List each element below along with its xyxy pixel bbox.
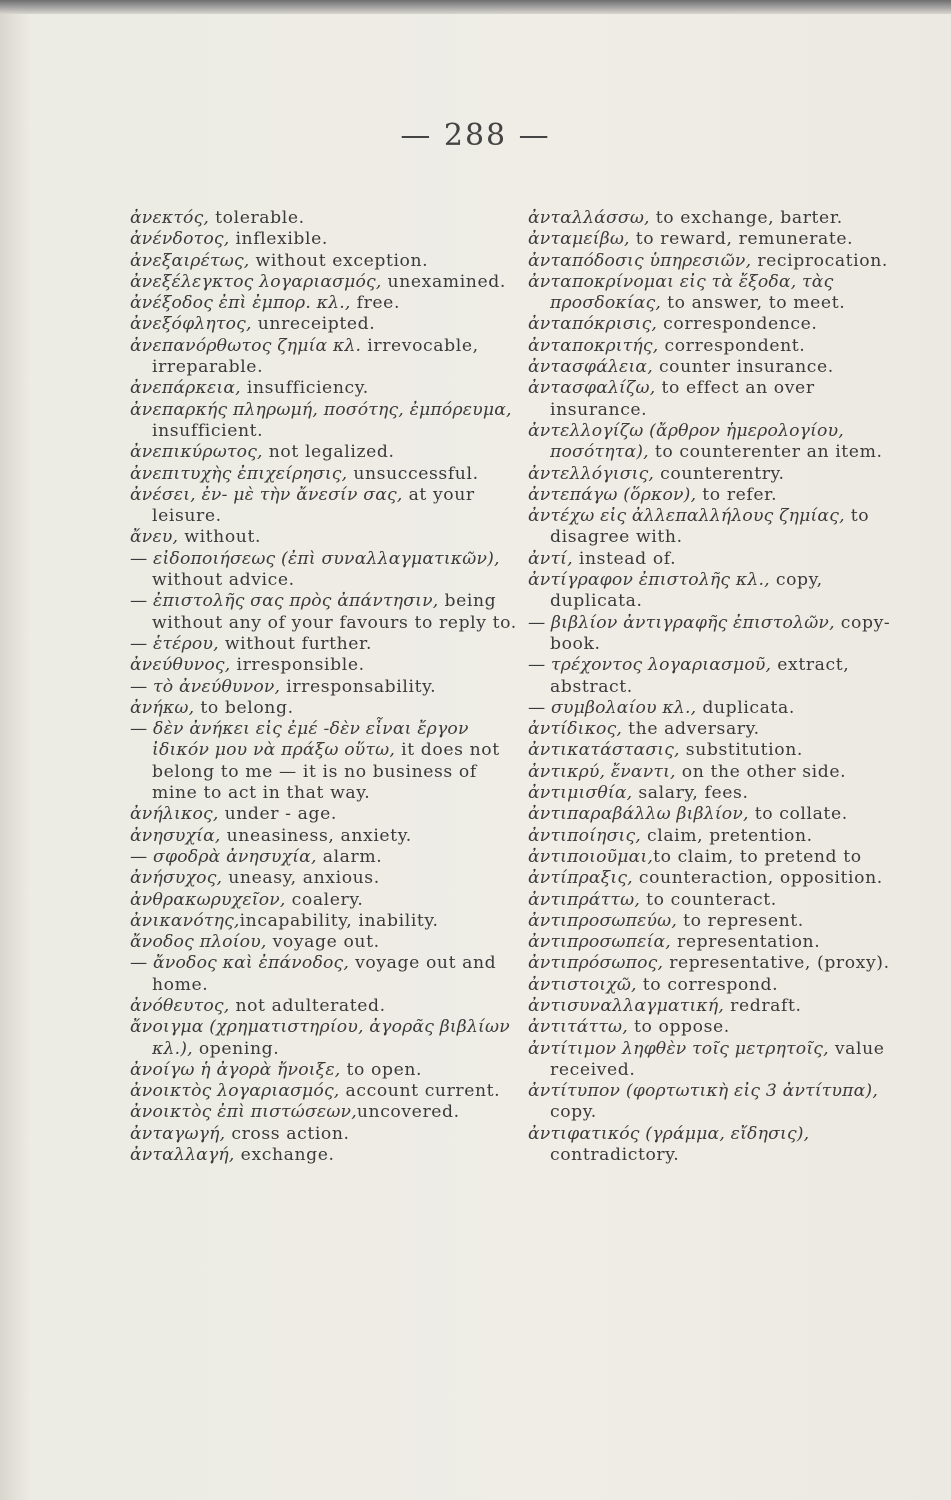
dictionary-entry: [130, 336, 520, 379]
greek-term: ἀντίγραφον ἐπιστολῆς κλ.,: [528, 570, 770, 591]
english-translation: to correspond.: [636, 974, 779, 995]
greek-term: — ἄνοδος καὶ ἐπάνοδος,: [130, 953, 350, 974]
greek-term: ἀντασφαλίζω,: [528, 378, 656, 399]
english-translation: representative, (proxy).: [663, 953, 890, 974]
greek-term: ἀντιπράττω,: [528, 889, 641, 910]
english-translation: unexamined.: [381, 271, 506, 292]
greek-term: ἀνταποκριτής,: [528, 335, 659, 356]
english-translation: insufficient.: [152, 420, 264, 441]
greek-term: ἀνέσει, ἐν- μὲ τὴν ἄνεσίν σας,: [130, 484, 403, 505]
dictionary-entry: [130, 698, 520, 719]
english-translation: copy.: [550, 1102, 597, 1123]
dictionary-entry: [528, 1081, 896, 1124]
greek-term: ἀνήλικος,: [130, 804, 219, 825]
english-translation: to represent.: [677, 910, 804, 931]
greek-term: ἀνήσυχος,: [130, 868, 223, 889]
english-translation: inflexible.: [229, 229, 328, 250]
greek-term: ἀνεκτός,: [130, 208, 210, 228]
dictionary-entry: [528, 762, 896, 783]
greek-term: ἀντιστοιχῶ,: [528, 974, 637, 995]
dictionary-entry: [130, 378, 520, 399]
english-translation: to counterenter an item.: [648, 442, 883, 463]
greek-term: ἄνοδος πλοίου,: [130, 932, 267, 953]
english-translation: being without any of your favours to reply to.: [152, 591, 517, 633]
dictionary-entry: [528, 229, 896, 250]
english-translation: irresponsability.: [280, 676, 437, 697]
dictionary-entry: [130, 442, 520, 463]
dictionary-entry: [130, 677, 520, 698]
greek-term: ἄνευ,: [130, 527, 179, 548]
dictionary-entry: [528, 847, 896, 868]
english-translation: voyage out.: [266, 932, 380, 953]
english-translation: value received.: [550, 1038, 885, 1080]
dictionary-entry: [528, 996, 896, 1017]
dictionary-entry: [528, 911, 896, 932]
greek-term: — βιβλίον ἀντιγραφῆς ἐπιστολῶν,: [528, 612, 835, 633]
greek-term: ἀνεπάρκεια,: [130, 378, 241, 399]
english-translation: uneasy, anxious.: [222, 868, 380, 889]
greek-term: ἀνεπιτυχὴς ἐπιχείρησις,: [130, 463, 348, 484]
greek-term: — συμβολαίου κλ.,: [528, 697, 697, 718]
greek-term: ἀνεξαιρέτως,: [130, 250, 250, 271]
greek-term: — τὸ ἀνεύθυνον,: [130, 676, 281, 697]
english-translation: coalery.: [285, 889, 364, 910]
dictionary-entry: [130, 272, 520, 293]
dictionary-entry: [528, 1124, 896, 1167]
greek-term: — εἰδοποιήσεως (ἐπὶ συναλλαγματικῶν),: [130, 548, 500, 569]
dictionary-entry: [130, 868, 520, 889]
dictionary-entry: [528, 272, 896, 315]
english-translation: redraft.: [724, 995, 802, 1016]
english-translation: to open.: [340, 1059, 423, 1080]
dictionary-entry: [528, 485, 896, 506]
english-translation: free.: [350, 293, 401, 314]
english-translation: tolerable.: [209, 208, 305, 228]
dictionary-entry: [528, 549, 896, 570]
greek-term: ἀνικανότης,: [130, 910, 240, 931]
greek-term: — σφοδρὰ ἀνησυχία,: [130, 846, 317, 867]
dictionary-entry: [528, 804, 896, 825]
greek-term: ἀντιμισθία,: [528, 783, 633, 804]
dictionary-entry: [528, 421, 896, 464]
dictionary-entry: [130, 549, 520, 592]
dictionary-entry: [130, 208, 520, 229]
english-translation: to refer.: [696, 484, 778, 505]
dictionary-entry: [528, 740, 896, 761]
english-translation: correspondence.: [657, 314, 818, 335]
dictionary-entry: [130, 953, 520, 996]
greek-term: ἀντιποιοῦμαι,: [528, 846, 654, 867]
english-translation: copy-book.: [550, 612, 891, 654]
page-top-edge: [0, 0, 951, 14]
english-translation: incapability, inability.: [239, 910, 439, 931]
english-translation: uneasiness, anxiety.: [220, 825, 412, 846]
left-column: [130, 208, 520, 1166]
right-column: [528, 208, 896, 1166]
greek-term: ἀντικρύ, ἔναντι,: [528, 761, 676, 782]
english-translation: instead of.: [572, 548, 677, 569]
greek-term: ἀντελλογίζω (ἄρθρον ἡμερολογίου, ποσότητα),: [528, 420, 844, 463]
greek-term: ἀντέχω εἰς ἀλλεπαλλήλους ζημίας,: [528, 506, 845, 527]
english-translation: contradictory.: [550, 1145, 680, 1166]
greek-term: ἄνοιγμα (χρηματιστηρίου, ἀγορᾶς βιβλίων κλ.),: [130, 1017, 510, 1059]
english-translation: copy, duplicata.: [550, 570, 823, 612]
greek-term: ἀνόθευτος,: [130, 995, 230, 1016]
greek-term: ἀνοικτὸς λογαριασμός,: [130, 1081, 340, 1102]
english-translation: voyage out and home.: [152, 953, 497, 995]
english-translation: counter insurance.: [652, 357, 834, 378]
dictionary-entry: [130, 1017, 520, 1060]
english-translation: to collate.: [748, 804, 848, 825]
english-translation: opening.: [192, 1038, 280, 1059]
dictionary-entry: [528, 336, 896, 357]
greek-term: ἀντικατάστασις,: [528, 740, 680, 761]
english-translation: extract, abstract.: [550, 655, 850, 697]
greek-term: ἀντισυναλλαγματική,: [528, 995, 725, 1016]
english-translation: salary, fees.: [632, 783, 749, 804]
page-number: — 288 —: [400, 118, 551, 153]
english-translation: duplicata.: [696, 697, 795, 718]
english-translation: to counteract.: [640, 889, 777, 910]
dictionary-entry: [130, 293, 520, 314]
dictionary-entry: [528, 932, 896, 953]
greek-term: ἀντίπραξις,: [528, 868, 633, 889]
dictionary-entry: [130, 485, 520, 528]
dictionary-entry: [528, 1039, 896, 1082]
dictionary-entry: [528, 975, 896, 996]
greek-term: ἀντιποίησις,: [528, 825, 641, 846]
greek-term: ἀντιπρόσωπος,: [528, 953, 664, 974]
greek-term: ἀνθρακωρυχεῖον,: [130, 889, 286, 910]
english-translation: without further.: [218, 633, 373, 654]
dictionary-entry: [528, 208, 896, 229]
dictionary-entry: [528, 357, 896, 378]
dictionary-entry: [130, 1102, 520, 1123]
english-translation: it does not belong to me — it is no business of mine to act in that way.: [152, 740, 500, 804]
dictionary-entry: [130, 996, 520, 1017]
greek-term: ἀνεπικύρωτος,: [130, 442, 263, 463]
english-translation: insufficiency.: [240, 378, 369, 399]
greek-term: ἀντίτιμον ληφθὲν τοῖς μετρητοῖς,: [528, 1038, 829, 1059]
english-translation: correspondent.: [658, 335, 806, 356]
dictionary-entry: [130, 591, 520, 634]
dictionary-entry: [130, 911, 520, 932]
english-translation: to belong.: [194, 697, 294, 718]
dictionary-entry: [528, 953, 896, 974]
greek-term: ἀνταλλάσσω,: [528, 208, 650, 228]
greek-term: ἀντιπαραβάλλω βιβλίον,: [528, 804, 749, 825]
english-translation: to effect an over insurance.: [550, 378, 815, 420]
greek-term: ἀντιτάττω,: [528, 1017, 628, 1038]
dictionary-entry: [528, 826, 896, 847]
dictionary-entry: [528, 655, 896, 698]
greek-term: ἀνεξόφλητος,: [130, 314, 252, 335]
greek-term: ἀνταποκρίνομαι εἰς τὰ ἔξοδα, τὰς προσδοκίας,: [528, 271, 834, 314]
dictionary-entry: [130, 1124, 520, 1145]
dictionary-entry: [528, 613, 896, 656]
english-translation: to oppose.: [627, 1017, 730, 1038]
dictionary-entry: [528, 783, 896, 804]
dictionary-entry: [130, 804, 520, 825]
english-translation: alarm.: [316, 846, 383, 867]
greek-term: ἀντασφάλεια,: [528, 357, 653, 378]
dictionary-entry: [130, 251, 520, 272]
english-translation: without exception.: [249, 250, 429, 271]
greek-term: ἀνταπόδοσις ὑπηρεσιῶν,: [528, 250, 752, 271]
english-translation: irrevocable, irreparable.: [152, 335, 479, 378]
english-translation: not adulterated.: [229, 995, 386, 1016]
greek-term: ἀντιπροσωπεία,: [528, 932, 671, 953]
english-translation: counteraction, opposition.: [632, 868, 883, 889]
english-translation: to exchange, barter.: [649, 208, 843, 228]
greek-term: ἀνοίγω ἡ ἀγορὰ ἤνοιξε,: [130, 1059, 341, 1080]
english-translation: reciprocation.: [751, 250, 888, 271]
dictionary-entry: [130, 634, 520, 655]
english-translation: irresponsible.: [230, 655, 365, 676]
greek-term: — ἑτέρου,: [130, 633, 219, 654]
dictionary-entry: [528, 698, 896, 719]
dictionary-entry: [130, 932, 520, 953]
greek-term: ἀντιφατικός (γράμμα, εἴδησις),: [528, 1123, 810, 1144]
greek-term: ἀνοικτὸς ἐπὶ πιστώσεων,: [130, 1102, 357, 1123]
dictionary-entry: [130, 1060, 520, 1081]
dictionary-entry: [528, 1017, 896, 1038]
dictionary-entry: [130, 655, 520, 676]
english-translation: the adversary.: [622, 719, 760, 740]
dictionary-entry: [130, 719, 520, 804]
english-translation: counterentry.: [654, 463, 785, 484]
greek-term: ἀνεξέλεγκτος λογαριασμός,: [130, 271, 382, 292]
dictionary-entry: [130, 527, 520, 548]
greek-term: ἀνέξοδος ἐπὶ ἐμπορ. κλ.,: [130, 293, 351, 314]
greek-term: ἀντίτυπον (φορτωτικὴ εἰς 3 ἀντίτυπα),: [528, 1081, 878, 1102]
english-translation: not legalized.: [262, 442, 395, 463]
dictionary-entry: [130, 314, 520, 335]
greek-term: — δὲν ἀνήκει εἰς ἐμέ -δὲν εἶναι ἔργον ἰδικόν μου νὰ πράξω οὕτω,: [130, 719, 469, 761]
english-translation: to claim, to pretend to: [653, 846, 862, 867]
greek-term: ἀντελλόγισις,: [528, 463, 655, 484]
dictionary-entry: [130, 229, 520, 250]
greek-term: ἀνεπαρκής πληρωμή, ποσότης, ἐμπόρευμα,: [130, 399, 512, 420]
dictionary-entry: [130, 1081, 520, 1102]
dictionary-entry: [528, 570, 896, 613]
english-translation: claim, pretention.: [640, 825, 813, 846]
dictionary-entry: [528, 378, 896, 421]
dictionary-entry: [130, 1145, 520, 1166]
english-translation: to reward, remunerate.: [629, 229, 854, 250]
english-translation: representation.: [670, 932, 821, 953]
english-translation: to disagree with.: [550, 506, 870, 548]
dictionary-entry: [528, 506, 896, 549]
greek-term: ἀνένδοτος,: [130, 229, 230, 250]
english-translation: account current.: [339, 1081, 501, 1102]
dictionary-entry: [528, 868, 896, 889]
dictionary-entry: [130, 464, 520, 485]
greek-term: ἀνεύθυνος,: [130, 655, 231, 676]
greek-term: ἀνταπόκρισις,: [528, 314, 658, 335]
greek-term: ἀντίδικος,: [528, 719, 623, 740]
greek-term: ἀντιπροσωπεύω,: [528, 910, 678, 931]
dictionary-entry: [528, 251, 896, 272]
greek-term: — ἐπιστολῆς σας πρὸς ἀπάντησιν,: [130, 591, 439, 612]
dictionary-entry: [528, 890, 896, 911]
english-translation: exchange.: [234, 1145, 335, 1166]
greek-term: — τρέχοντος λογαριασμοῦ,: [528, 655, 772, 676]
dictionary-entry: [130, 890, 520, 911]
dictionary-entry: [130, 826, 520, 847]
english-translation: to answer, to meet.: [661, 293, 846, 314]
english-translation: on the other side.: [675, 761, 847, 782]
english-translation: at your leisure.: [152, 484, 475, 527]
dictionary-entry: [528, 314, 896, 335]
dictionary-entry: [130, 847, 520, 868]
greek-term: ἀνταλλαγή,: [130, 1145, 235, 1166]
english-translation: cross action.: [225, 1123, 350, 1144]
english-translation: substitution.: [679, 740, 803, 761]
english-translation: unsuccessful.: [347, 463, 479, 484]
greek-term: ἀνταμείβω,: [528, 229, 630, 250]
greek-term: ἀνήκω,: [130, 697, 195, 718]
english-translation: uncovered.: [356, 1102, 460, 1123]
greek-term: ἀντεπάγω (ὅρκον),: [528, 484, 697, 505]
dictionary-entry: [528, 464, 896, 485]
dictionary-entry: [528, 719, 896, 740]
english-translation: unreceipted.: [251, 314, 376, 335]
dictionary-entry: [130, 400, 520, 443]
english-translation: without advice.: [152, 570, 295, 591]
greek-term: ἀντί,: [528, 548, 573, 569]
greek-term: ἀνησυχία,: [130, 825, 221, 846]
greek-term: ἀνεπανόρθωτος ζημία κλ.: [130, 335, 362, 356]
greek-term: ἀνταγωγή,: [130, 1123, 226, 1144]
english-translation: without.: [178, 527, 262, 548]
english-translation: under - age.: [218, 804, 337, 825]
